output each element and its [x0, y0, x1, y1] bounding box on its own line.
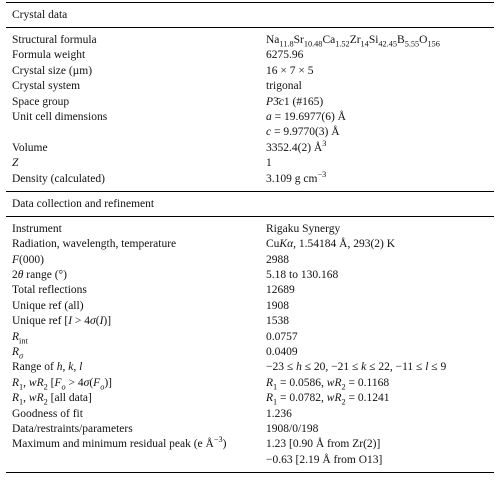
row-label: Space group: [12, 95, 70, 108]
table-row: [6, 138, 494, 156]
row-value: 1.236: [266, 407, 292, 420]
row-value: Rigaku Synergy: [266, 222, 341, 235]
section-title: Data collection and refinement: [12, 197, 155, 210]
table-row: [6, 314, 494, 329]
table-row: [6, 453, 494, 468]
row-label: Instrument: [12, 222, 62, 235]
table-row: [6, 345, 494, 360]
table-row: [6, 268, 494, 283]
row-value: $R_1 = 0.0586$, $wR_2 = 0.1168$: [266, 376, 390, 392]
row-label: Unit cell dimensions: [12, 110, 108, 123]
row-value: 1908/0/198: [266, 422, 319, 435]
row-label: Unique ref (all): [12, 299, 84, 312]
table-row: [6, 48, 494, 63]
bottom-rule: [6, 472, 494, 473]
table-row: [6, 299, 494, 314]
row-label: Goodness of fit: [12, 407, 83, 420]
row-label: $R_{int}$: [12, 330, 28, 345]
section-title: Crystal data: [12, 9, 68, 21]
table-row: [6, 253, 494, 268]
row-label: $R_1$, $wR_2$ [all data]: [12, 392, 92, 407]
row-label: Range of h, k, l: [12, 361, 83, 374]
row-value: 16 × 7 × 5: [266, 64, 314, 77]
crystal-data-table: [6, 2, 494, 473]
row-value: P3̄c1 (#165): [266, 95, 324, 108]
row-value: 6275.96: [266, 49, 304, 62]
table-row: [6, 437, 494, 452]
table-row: [6, 169, 494, 187]
row-label: Formula weight: [12, 49, 86, 62]
row-label: Total reflections: [12, 284, 87, 297]
row-value: 1: [266, 157, 272, 170]
row-value: $R_1 = 0.0782$, $wR_2 = 0.1241$: [266, 392, 390, 407]
table-row: [6, 407, 494, 422]
row-label: Unique ref [I > 4σ(I)]: [12, 315, 112, 328]
row-value: c = 9.9770(3) Å: [266, 126, 340, 139]
row-label: Crystal system: [12, 80, 81, 93]
table-row: [6, 125, 494, 140]
row-value: 0.0757: [266, 330, 298, 343]
table-row: [6, 110, 494, 125]
table-row: [6, 64, 494, 79]
row-value: 1.23 [0.90 Å from Zr(2)]: [266, 438, 381, 451]
row-label: [6, 125, 266, 140]
row-label: Z: [12, 157, 19, 170]
row-label: Maximum and minimum residual peak (e $Å^{-3}$): [12, 435, 227, 451]
row-label: Volume: [12, 141, 48, 154]
table-row: [6, 422, 494, 437]
row-value: trigonal: [266, 80, 302, 93]
row-value: 2988: [266, 253, 289, 266]
row-label: $R_\sigma$: [12, 346, 24, 361]
table-row: [6, 79, 494, 94]
row-value: 1908: [266, 299, 289, 312]
row-value: 1538: [266, 315, 289, 328]
table-row: [6, 283, 494, 298]
row-label: F(000): [12, 253, 44, 266]
table-row: [6, 237, 494, 252]
row-label: Radiation, wavelength, temperature: [12, 238, 177, 251]
table-row: [6, 95, 494, 110]
row-value: CuKα, 1.54184 Å, 293(2) K: [266, 238, 396, 251]
row-value: 3.109 g $cm^{-3}$: [266, 169, 327, 185]
row-label: Structural formula: [12, 34, 97, 46]
table-body: [6, 3, 494, 472]
table-row: [6, 391, 494, 406]
row-label: [6, 453, 266, 468]
row-value: $Na_{11.8}Sr_{10.48}Ca_{1.52}Zr_{14}Si_{42.45}B_{5.55}O_{156}$: [266, 34, 440, 49]
row-label: 2θ range (°): [12, 269, 67, 282]
row-value: 3352.4(2) $Å^3$: [266, 138, 327, 154]
table-row: [6, 156, 494, 171]
row-label: Crystal size (µm): [12, 64, 93, 77]
row-value: a = 19.6977(6) Å: [266, 110, 346, 123]
table-row: [6, 360, 494, 375]
row-value: 12689: [266, 284, 295, 297]
row-label: Data/restraints/parameters: [12, 422, 133, 435]
row-label: $R_1$, $wR_2$ $[F_o > 4\sigma(F_o)]$: [12, 376, 113, 392]
row-label: Density (calculated): [12, 172, 105, 185]
table-row: [6, 222, 494, 237]
table-row: [6, 330, 494, 345]
table-row: [6, 33, 494, 48]
row-value: −0.63 [2.19 Å from O13]: [266, 453, 383, 466]
row-value: −23 ≤ h ≤ 20, −21 ≤ k ≤ 22, −11 ≤ l ≤ 9: [266, 361, 447, 374]
row-value: 0.0409: [266, 346, 298, 359]
table-row: [6, 376, 494, 391]
row-value: 5.18 to 130.168: [266, 269, 339, 282]
